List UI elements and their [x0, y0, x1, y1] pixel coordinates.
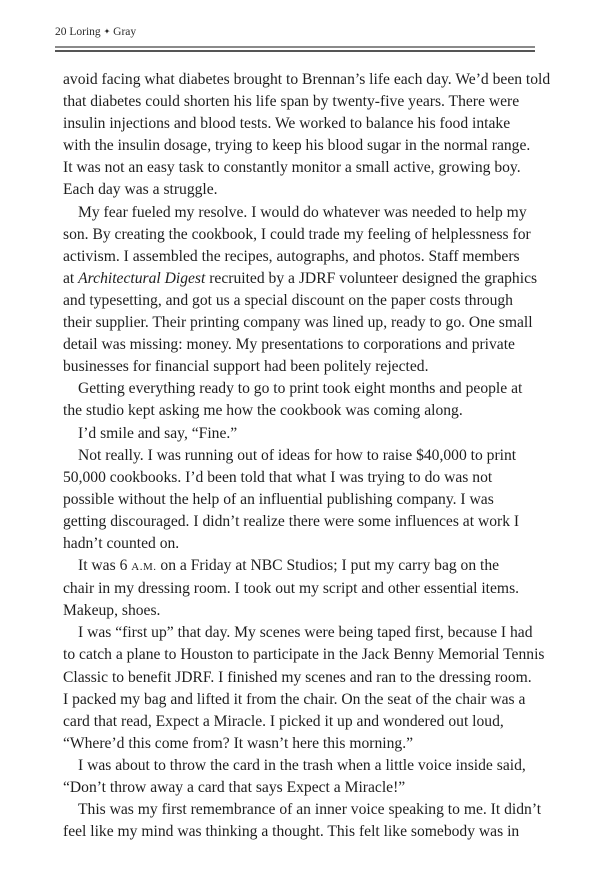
paragraph: [63, 202, 538, 379]
text-line: “Where’d this come from? It wasn’t here this morning.”: [63, 734, 414, 752]
text-line: This was my first remembrance of an inner voice speaking to me. It didn’t: [78, 801, 542, 819]
running-header: [55, 26, 136, 38]
text-line: Getting everything ready to go to print took eight months and people at: [78, 380, 523, 398]
text-line: and typesetting, and got us a special discount on the paper costs through: [63, 291, 513, 309]
text-line: with the insulin dosage, trying to keep his blood sugar in the normal range.: [63, 137, 531, 155]
text-line: 50,000 cookbooks. I’d been told that what I was trying to do was not: [63, 468, 493, 486]
text-line: son. By creating the cookbook, I could trade my feeling of helplessness for: [63, 225, 531, 243]
paragraph: [63, 69, 551, 202]
text-line: “Don’t throw away a card that says Expect a Miracle!”: [63, 779, 406, 796]
text-line: It was not an easy task to constantly monitor a small active, growing boy.: [63, 159, 521, 177]
text-line: Not really. I was running out of ideas for how to raise $40,000 to print: [78, 446, 517, 464]
header-rule-bottom: [55, 50, 535, 52]
text-line: avoid facing what diabetes brought to Brennan’s life each day. We’d been told: [63, 71, 551, 88]
italic-title: Architectural Digest: [78, 269, 206, 287]
text-line: I was “first up” that day. My scenes were being taped first, because I had: [78, 624, 533, 642]
text-line: that diabetes could shorten his life span by twenty-five years. There were: [63, 93, 520, 111]
author-name-left: Loring: [69, 26, 101, 38]
paragraph: [63, 555, 525, 622]
text-line: I packed my bag and lifted it from the chair. On the seat of the chair was a: [63, 690, 526, 708]
text-line: their supplier. Their printing company was lined up, ready to go. One small: [63, 314, 533, 332]
text-line: getting discouraged. I didn’t realize there were some influences at work I: [63, 512, 520, 530]
text-line: It was 6 A.M. on a Friday at NBC Studios; I put my carry bag on the: [78, 557, 500, 575]
body-text: [63, 69, 551, 843]
paragraph: [63, 755, 525, 799]
text-line: businesses for financial support had been politely rejected.: [63, 358, 429, 376]
text-line: Classic to benefit JDRF. I finished my scenes and ran to the dressing room.: [63, 668, 532, 686]
text-line: I was about to throw the card in the trash when a little voice inside said,: [78, 756, 526, 774]
small-caps: A.M.: [131, 561, 157, 574]
author-name-right: Gray: [113, 26, 137, 38]
paragraph: [63, 378, 525, 422]
diamond-separator-icon: ✦: [103, 27, 111, 36]
text-line: I’d smile and say, “Fine.”: [78, 424, 238, 442]
text-line: possible without the help of an influential publishing company. I was: [63, 490, 494, 508]
text-line: chair in my dressing room. I took out my script and other essential items.: [63, 580, 520, 598]
text-line: the studio kept asking me how the cookbook was coming along.: [63, 402, 463, 420]
header-rule-top: [55, 46, 535, 48]
text-line: card that read, Expect a Miracle. I picked it up and wondered out loud,: [63, 712, 504, 730]
text-line: hadn’t counted on.: [63, 534, 180, 552]
text-line: Each day was a struggle.: [63, 181, 218, 199]
page-number: 20: [55, 26, 67, 38]
paragraph: [63, 423, 525, 445]
text-line: Makeup, shoes.: [63, 602, 161, 620]
text-line: My fear fueled my resolve. I would do whatever was needed to help my: [78, 203, 527, 221]
text-line: detail was missing: money. My presentations to corporations and private: [63, 336, 515, 354]
text-line: insulin injections and blood tests. We worked to balance his food intake: [63, 115, 511, 133]
text-line: to catch a plane to Houston to participate in the Jack Benny Memorial Tennis: [63, 646, 545, 664]
text-line: activism. I assembled the recipes, autographs, and photos. Staff members: [63, 247, 520, 265]
paragraph: [63, 445, 525, 555]
text-line: feel like my mind was thinking a thought. This felt like somebody was in: [63, 823, 520, 841]
text-line: at Architectural Digest recruited by a JDRF volunteer designed the graphics: [63, 269, 538, 287]
paragraph: [63, 622, 545, 755]
paragraph: [63, 799, 542, 843]
